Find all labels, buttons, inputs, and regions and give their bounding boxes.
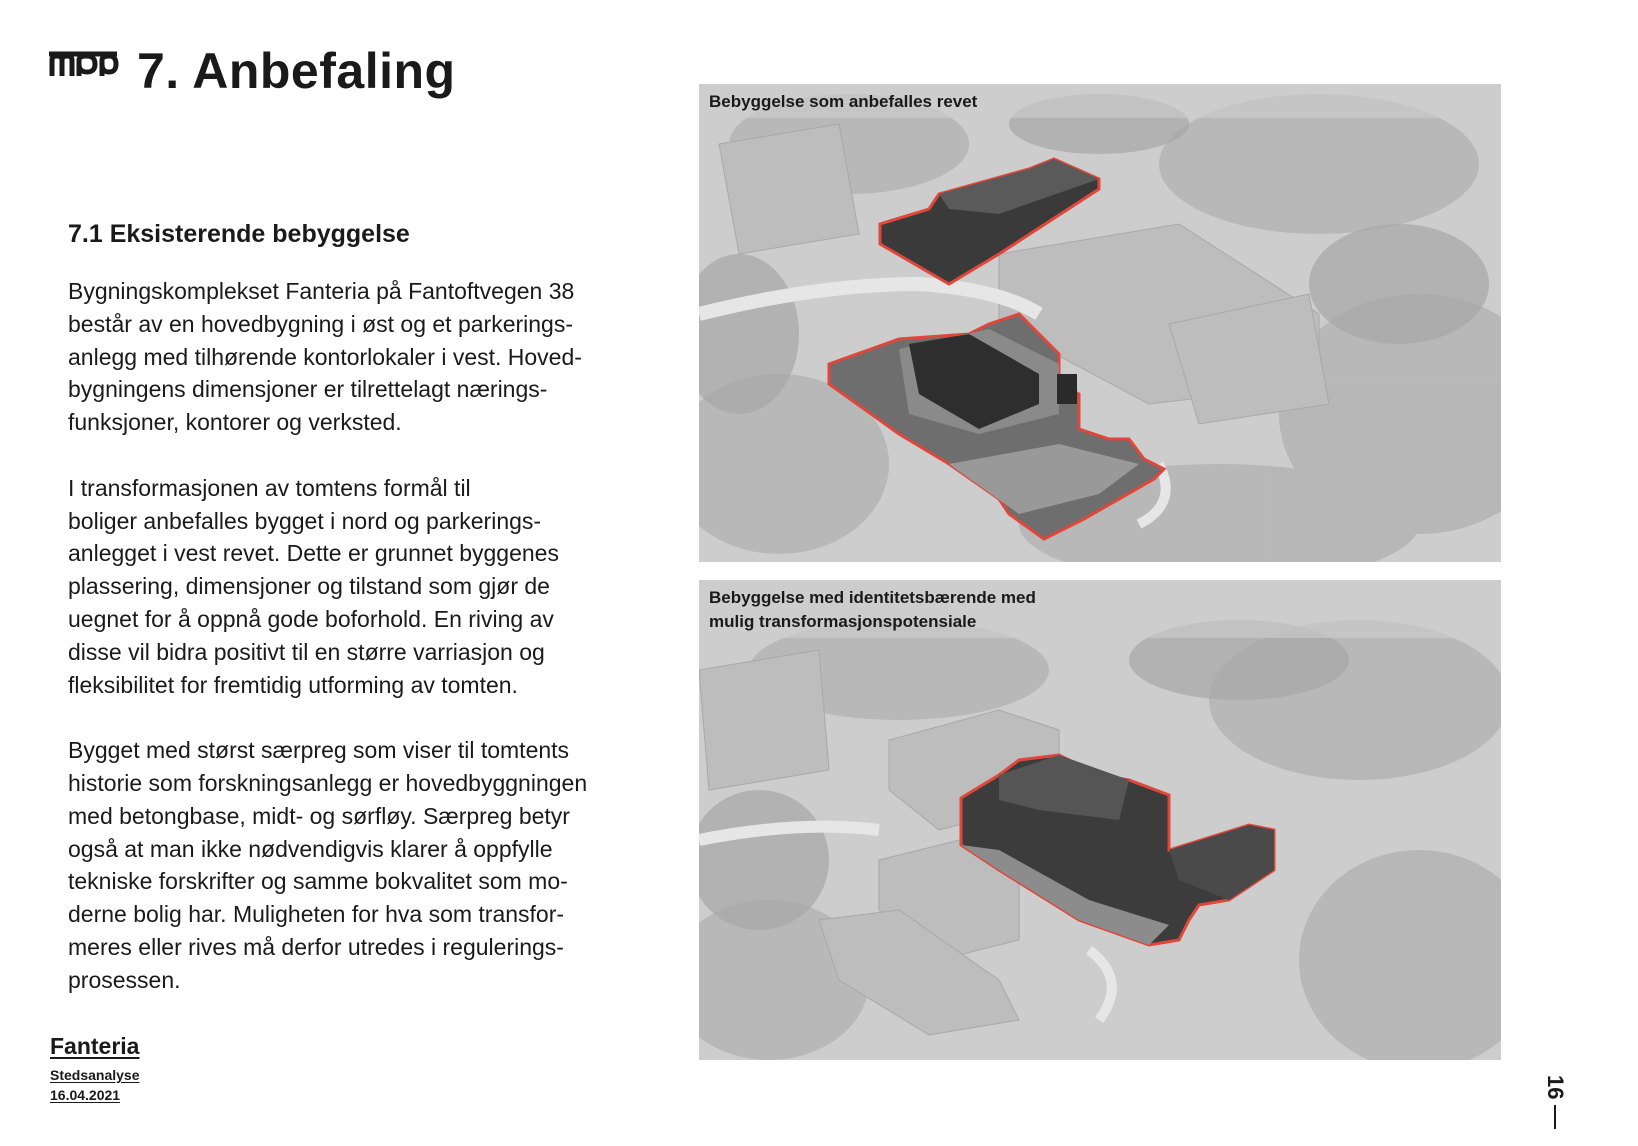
bottom-caption-line-2: mulig transformasjonspotensiale: [709, 612, 977, 631]
footer-date: 16.04.2021: [50, 1087, 121, 1103]
aerial-photo-demolition: [699, 84, 1501, 562]
body-text: [68, 275, 628, 1029]
aerial-photo-transformation: [699, 580, 1501, 1060]
page-number-value: 16: [1543, 1075, 1568, 1100]
page-number-rule: [1554, 1105, 1556, 1129]
aerial-illustration-bottom: [699, 580, 1501, 1060]
footer-title: Fanteria: [50, 1033, 140, 1059]
paragraph-1: Bygningskomplekset Fanteria på Fantoftvegen 38 består av en hovedbygning i øst og et parkerings- anlegg med tilhørende kontorlokaler i vest. Hoved- bygningens dimensjoner er tilrettelagt nærings- funksjoner, kontorer og verksted.: [68, 278, 582, 436]
page-number: [1542, 1075, 1568, 1129]
paragraph-2: I transformasjonen av tomtens formål til boliger anbefalles bygget i nord og parkerings- anlegget i vest revet. Dette er grunnet byggenes plassering, dimensjoner og tilstand som gjør de uegnet for å oppnå gode boforhold. En riving av disse vil bidra positivt til en større varriasjon og fleksibilitet for fremtidig utforming av tomten.: [68, 474, 559, 698]
top-caption: Bebyggelse som anbefalles revet: [709, 92, 978, 111]
mdp-logo: [47, 50, 119, 80]
section-heading: 7.1 Eksisterende bebyggelse: [68, 220, 410, 248]
bottom-caption: [709, 586, 1036, 634]
chapter-title: 7. Anbefaling: [137, 43, 456, 99]
aerial-illustration-top: [699, 84, 1501, 562]
bottom-caption-line-1: Bebyggelse med identitetsbærende med: [709, 588, 1036, 607]
footer-subtitle: Stedsanalyse: [50, 1067, 140, 1083]
paragraph-3: Bygget med størst særpreg som viser til tomtents historie som forskningsanlegg er hovedbyggningen med betongbase, midt- og sørfløy. Særpreg betyr også at man ikke nødvendigvis klarer å oppfylle tekniske forskrifter og samme bokvalitet som mo- derne bolig har. Muligheten for hva som transfor- meres eller rives må derfor utredes i regulerings- prosessen.: [68, 737, 588, 993]
